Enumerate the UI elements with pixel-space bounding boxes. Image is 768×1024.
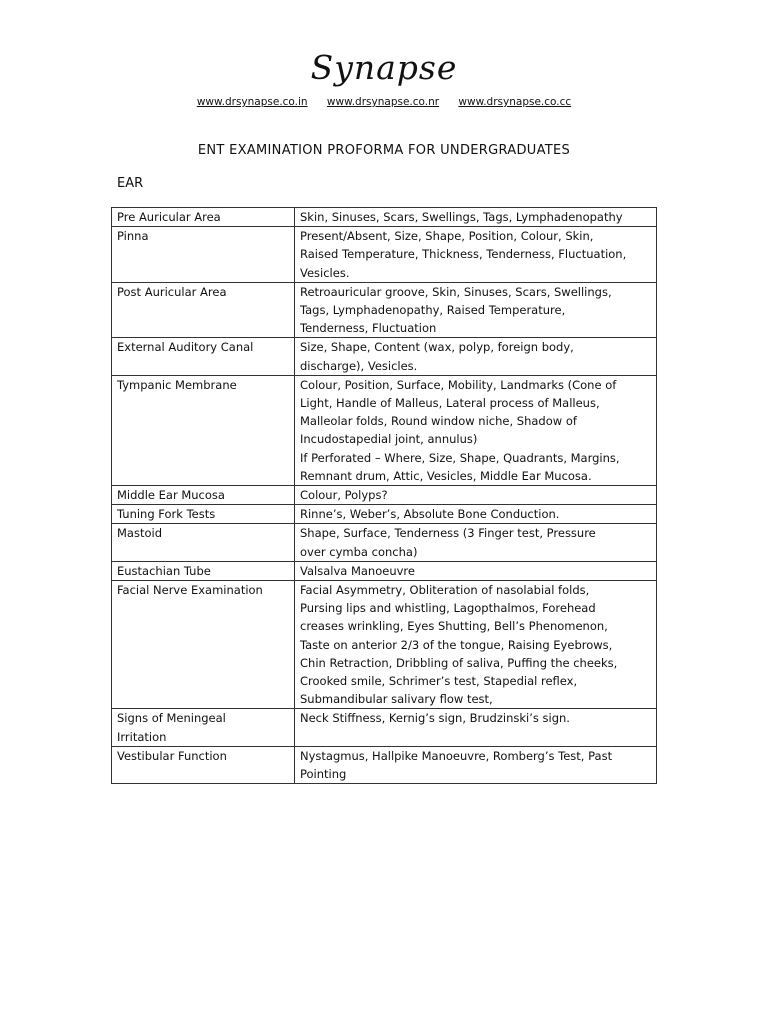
exam-details-cell: Shape, Surface, Tenderness (3 Finger test, Pressure over cymba concha)	[295, 524, 657, 561]
exam-details-cell: Colour, Polyps?	[295, 486, 657, 505]
table-row	[112, 746, 657, 783]
section-heading: EAR	[117, 176, 144, 191]
table-row	[112, 227, 657, 283]
exam-details-cell: Size, Shape, Content (wax, polyp, foreign body, discharge), Vesicles.	[295, 338, 657, 375]
exam-area-cell: Middle Ear Mucosa	[112, 486, 295, 505]
table-row	[112, 282, 657, 338]
examination-table	[111, 207, 657, 784]
table-row	[112, 709, 657, 746]
logo-wordmark: Synapse	[310, 48, 458, 87]
exam-area-cell: Tuning Fork Tests	[112, 505, 295, 524]
exam-details-cell: Colour, Position, Surface, Mobility, Landmarks (Cone of Light, Handle of Malleus, Lateral process of Malleus, Malleolar folds, Round window niche, Shadow of Incudostapedial joint, annulus) If Perforated – Where, Size, Shape, Quadrants, Margins, Remnant drum, Attic, Vesicles, Middle Ear Mucosa.	[295, 375, 657, 485]
exam-details-cell: Valsalva Manoeuvre	[295, 561, 657, 580]
website-link[interactable]: www.drsynapse.co.nr	[326, 96, 440, 108]
website-links	[0, 94, 768, 110]
table-row	[112, 561, 657, 580]
website-link[interactable]: www.drsynapse.co.in	[196, 96, 308, 108]
exam-details-cell: Neck Stiffness, Kernig’s sign, Brudzinski’s sign.	[295, 709, 657, 746]
exam-details-cell: Facial Asymmetry, Obliteration of nasolabial folds, Pursing lips and whistling, Lagopthalmos, Forehead creases wrinkling, Eyes Shutting, Bell’s Phenomenon, Taste on anterior 2/3 of the tongue, Raising Eyebrows, Chin Retraction, Dribbling of saliva, Puffing the cheeks, Crooked smile, Schrimer’s test, Stapedial reflex, Submandibular salivary flow test,	[295, 581, 657, 709]
exam-details-cell: Rinne’s, Weber’s, Absolute Bone Conduction.	[295, 505, 657, 524]
table-row	[112, 581, 657, 709]
document-title: ENT EXAMINATION PROFORMA FOR UNDERGRADUATES	[197, 143, 571, 158]
exam-details-cell: Retroauricular groove, Skin, Sinuses, Scars, Swellings, Tags, Lymphadenopathy, Raised Temperature, Tenderness, Fluctuation	[295, 282, 657, 338]
exam-area-cell: Eustachian Tube	[112, 561, 295, 580]
table-row	[112, 375, 657, 485]
exam-details-cell: Present/Absent, Size, Shape, Position, Colour, Skin, Raised Temperature, Thickness, Tenderness, Fluctuation, Vesicles.	[295, 227, 657, 283]
exam-area-cell: Pre Auricular Area	[112, 208, 295, 227]
exam-area-cell: Pinna	[112, 227, 295, 283]
exam-details-cell: Nystagmus, Hallpike Manoeuvre, Romberg’s Test, Past Pointing	[295, 746, 657, 783]
table-row	[112, 524, 657, 561]
exam-area-cell: Vestibular Function	[112, 746, 295, 783]
exam-area-cell: Tympanic Membrane	[112, 375, 295, 485]
exam-area-cell: Post Auricular Area	[112, 282, 295, 338]
exam-area-cell: Facial Nerve Examination	[112, 581, 295, 709]
table-row	[112, 338, 657, 375]
table-row	[112, 505, 657, 524]
exam-area-cell: External Auditory Canal	[112, 338, 295, 375]
table-row	[112, 486, 657, 505]
exam-area-cell: Mastoid	[112, 524, 295, 561]
website-link[interactable]: www.drsynapse.co.cc	[458, 96, 572, 108]
table-row	[112, 208, 657, 227]
exam-area-cell: Signs of Meningeal Irritation	[112, 709, 295, 746]
exam-details-cell: Skin, Sinuses, Scars, Swellings, Tags, Lymphadenopathy	[295, 208, 657, 227]
